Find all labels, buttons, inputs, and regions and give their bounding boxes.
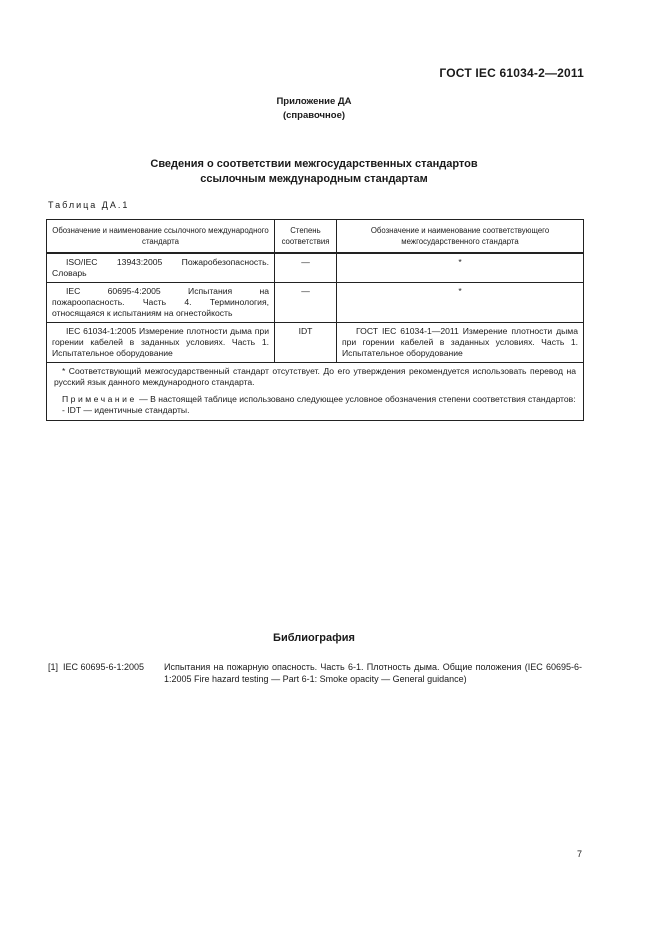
cell-intl-standard: ISO/IEC 13943:2005 Пожаробезопасность. Словарь [47, 253, 275, 283]
table-footnote: * Соответствующий межгосударственный стандарт отсутствует. До его утверждения рекомендуется использовать перевод на русский язык данного международного стандарта. [54, 366, 576, 387]
page-number: 7 [576, 849, 582, 859]
table-row [47, 253, 584, 283]
section-title-line-1: Сведения о соответствии межгосударственных стандартов [150, 158, 478, 170]
cell-degree: IDT [275, 323, 337, 363]
note-text: — В настоящей таблице использовано следующее условное обозначения степени соответствия стандартов: [136, 394, 576, 404]
bibliography-entry-text: Испытания на пожарную опасность. Часть 6-1. Плотность дыма. Общие положения (IEC 60695-6-1:2005 Fire hazard testing — Part 6-1: Smoke opacity — General guidance) [164, 662, 582, 684]
appendix-subtitle: (справочное) [282, 110, 346, 121]
correspondence-table [46, 219, 584, 421]
table-row [47, 283, 584, 323]
table-row [47, 323, 584, 363]
note-label: Примечание [62, 394, 137, 404]
cell-national-standard: * [337, 283, 584, 323]
table-footnote-row [47, 363, 584, 421]
bibliography-title: Библиография [273, 632, 355, 644]
cell-degree: — [275, 283, 337, 323]
bibliography-entry-number: [1] [48, 662, 59, 672]
note-item: - IDT — идентичные стандарты. [62, 405, 190, 415]
bibliography-entry-code: IEC 60695-6-1:2005 [63, 662, 145, 672]
table-note [54, 394, 576, 405]
cell-intl-standard: IEC 61034-1:2005 Измерение плотности дыма при горении кабелей в заданных условиях. Часть 1. Испытательное оборудование [47, 323, 275, 363]
cell-degree: — [275, 253, 337, 283]
document-code: ГОСТ IEC 61034-2—2011 [439, 66, 584, 80]
section-title-line-2: ссылочным международным стандартам [200, 173, 428, 185]
table-notes-cell [47, 363, 584, 421]
table-header-row [47, 220, 584, 254]
header-intl-standard: Обозначение и наименование ссылочного международного стандарта [47, 220, 275, 254]
table-label: Таблица ДА.1 [48, 200, 130, 210]
header-national-standard: Обозначение и наименование соответствующего межгосударственного стандарта [337, 220, 584, 254]
cell-national-standard: * [337, 253, 584, 283]
cell-national-standard: ГОСТ IEC 61034-1—2011 Измерение плотности дыма при горении кабелей в заданных условиях. Часть 1. Испытательное оборудование [337, 323, 584, 363]
header-degree: Степень соответствия [275, 220, 337, 254]
appendix-heading [0, 95, 628, 123]
appendix-title: Приложение ДА [276, 96, 352, 107]
cell-intl-standard: IEC 60695-4:2005 Испытания на пожароопасность. Часть 4. Терминология, относящаяся к испытаниям на огнестойкость [47, 283, 275, 323]
section-title [0, 157, 628, 187]
